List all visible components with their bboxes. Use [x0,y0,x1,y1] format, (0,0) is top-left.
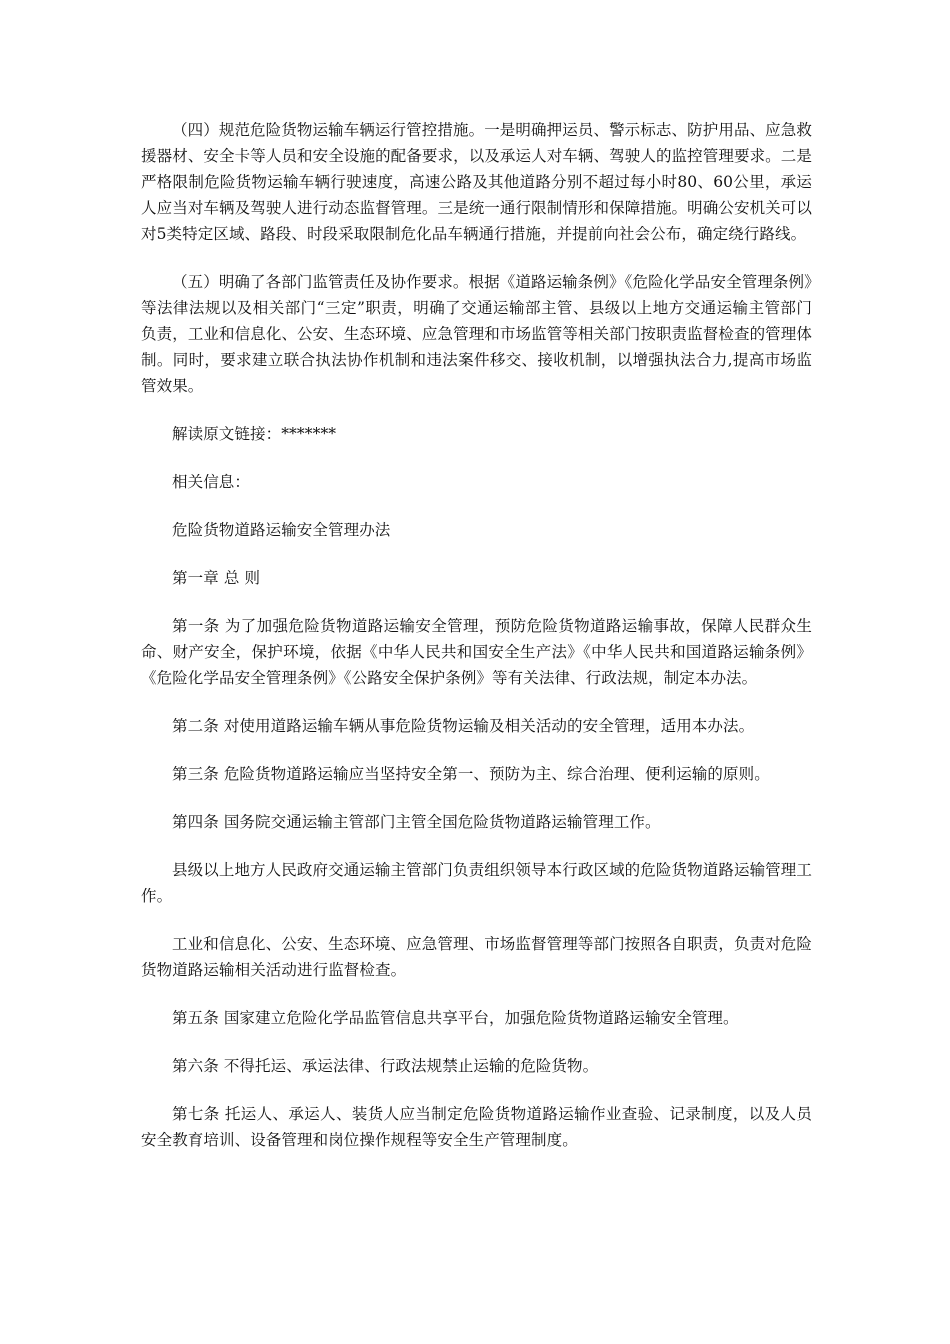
paragraph-related-info: 相关信息： [172,473,251,491]
document-title: 危险货物道路运输安全管理办法 [172,521,391,539]
article-6: 第六条 不得托运、承运法律、行政法规禁止运输的危险货物。 [172,1057,599,1075]
chapter-heading: 第一章 总 则 [172,569,261,587]
article-4-paragraph-2: 县级以上地方人民政府交通运输主管部门负责组织领导本行政区域的危险货物道路运输管理工作。 [141,861,812,905]
article-1: 第一条 为了加强危险货物道路运输安全管理，预防危险货物道路运输事故，保障人民群众生命、财产安全，保护环境，依据《中华人民共和国安全生产法》《中华人民共和国道路运输条例》《危险化学品安全管理条例》《公路安全保护条例》等有关法律、行政法规，制定本办法。 [141,617,812,687]
paragraph-department-responsibilities: （五）明确了各部门监管责任及协作要求。根据《道路运输条例》《危险化学品安全管理条例》等法律法规以及相关部门“三定”职责，明确了交通运输部主管、县级以上地方交通运输主管部门负责，工业和信息化、公安、生态环境、应急管理和市场监管等相关部门按职责监督检查的管理体制。同时，要求建立联合执法协作机制和违法案件移交、接收机制，以增强执法合力,提高市场监管效果。 [141,273,812,395]
document-body [141,117,812,1175]
article-5: 第五条 国家建立危险化学品监管信息共享平台，加强危险货物道路运输安全管理。 [172,1009,739,1027]
article-4-paragraph-3: 工业和信息化、公安、生态环境、应急管理、市场监督管理等部门按照各自职责，负责对危险货物道路运输相关活动进行监督检查。 [141,935,812,979]
article-3: 第三条 危险货物道路运输应当坚持安全第一、预防为主、综合治理、便利运输的原则。 [172,765,770,783]
paragraph-regulate-vehicle-controls: （四）规范危险货物运输车辆运行管控措施。一是明确押运员、警示标志、防护用品、应急救援器材、安全卡等人员和安全设施的配备要求，以及承运人对车辆、驾驶人的监控管理要求。二是严格限制危险货物运输车辆行驶速度，高速公路及其他道路分别不超过每小时80、60公里，承运人应当对车辆及驾驶人进行动态监督管理。三是统一通行限制情形和保障措施。明确公安机关可以对5类特定区域、路段、时段采取限制危化品车辆通行措施，并提前向社会公布，确定绕行路线。 [141,121,812,243]
article-4: 第四条 国务院交通运输主管部门主管全国危险货物道路运输管理工作。 [172,813,661,831]
paragraph-original-link: 解读原文链接：******* [172,425,337,443]
article-7: 第七条 托运人、承运人、装货人应当制定危险货物道路运输作业查验、记录制度，以及人员安全教育培训、设备管理和岗位操作规程等安全生产管理制度。 [141,1105,812,1149]
article-2: 第二条 对使用道路运输车辆从事危险货物运输及相关活动的安全管理，适用本办法。 [172,717,755,735]
